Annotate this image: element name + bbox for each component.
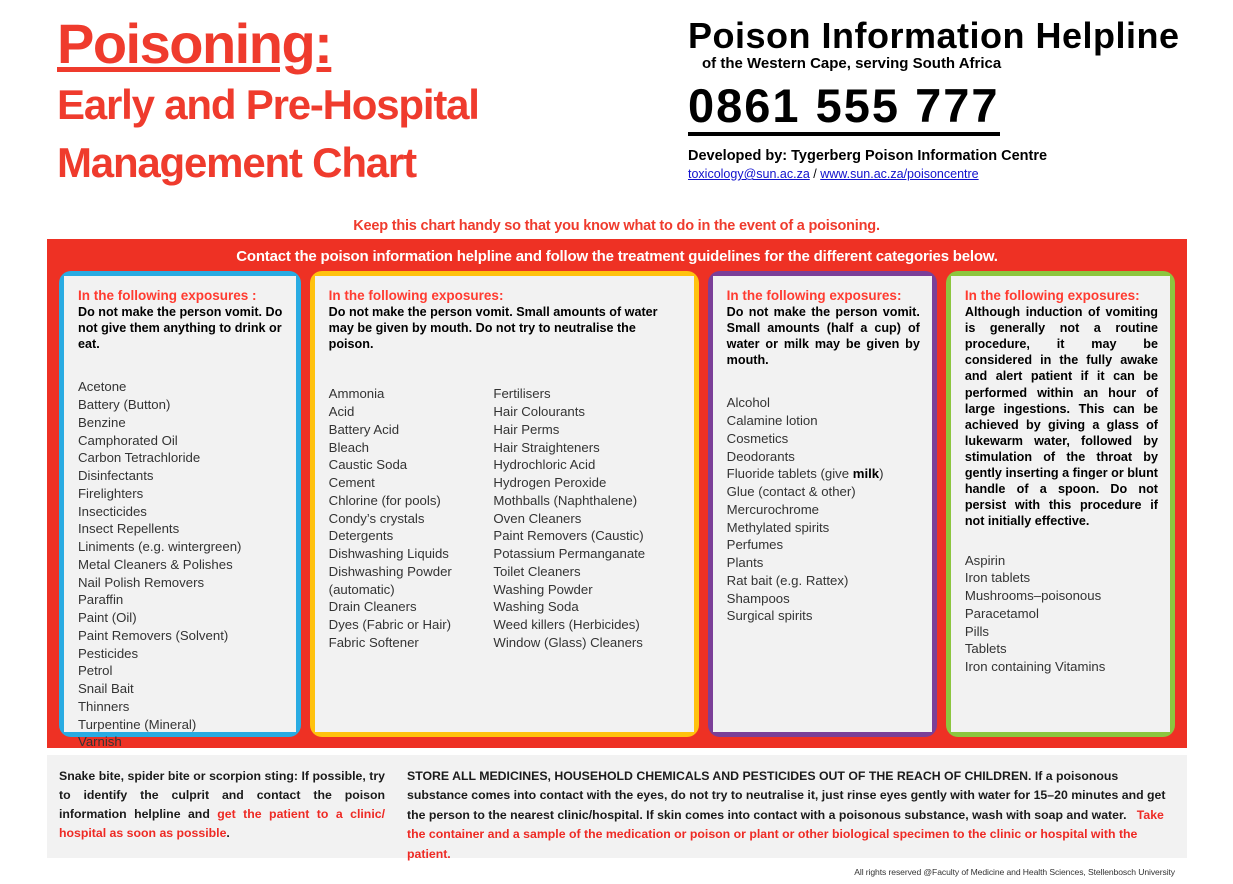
page-header bbox=[0, 0, 1233, 234]
main-red-panel bbox=[47, 239, 1187, 748]
footer-storage-note bbox=[399, 755, 1187, 878]
card3-description: Do not make the person vomit. Small amounts (half a cup) of water or milk may be given by mouth. bbox=[726, 305, 920, 368]
list-item: Paint Removers (Caustic) bbox=[493, 528, 644, 544]
list-item: Dyes (Fabric or Hair) bbox=[328, 617, 452, 633]
list-item: Mothballs (Naphthalene) bbox=[493, 492, 638, 508]
list-item: Hair Straighteners bbox=[493, 439, 600, 455]
list-item: Rat bait (e.g. Rattex) bbox=[726, 572, 849, 588]
page-title-line2: Early and Pre-Hospital bbox=[57, 81, 479, 128]
list-item: Cement bbox=[328, 475, 375, 491]
website-link[interactable]: www.sun.ac.za/poisoncentre bbox=[820, 166, 979, 181]
category-cards-row bbox=[59, 271, 1175, 750]
list-item: Iron tablets bbox=[964, 570, 1031, 586]
list-item: Glue (contact & other) bbox=[726, 484, 856, 500]
list-item: Benzine bbox=[78, 414, 126, 430]
card3-heading: In the following exposures: bbox=[726, 288, 902, 303]
list-item: Hair Colourants bbox=[493, 404, 586, 420]
card4-heading: In the following exposures: bbox=[964, 288, 1140, 303]
list-item: Plants bbox=[726, 555, 764, 571]
page-footer bbox=[47, 755, 1187, 878]
list-item: Hydrogen Peroxide bbox=[493, 475, 607, 491]
category-card-no-vomit-water-or-milk[interactable] bbox=[708, 271, 937, 737]
card1-heading: In the following exposures : bbox=[78, 288, 257, 303]
list-item: Petrol bbox=[78, 663, 113, 679]
footer-right-text: STORE ALL MEDICINES, HOUSEHOLD CHEMICALS AND PESTICIDES OUT OF THE REACH OF CHILDREN. If a poisonous substance comes into contact with the eyes, do not try to neutralise it, just rinse eyes gently with water for 15–20 minutes and get the person to the nearest clinic/hospital. If skin comes into contact with a poisonous substance, wash with soap and water. bbox=[407, 769, 1166, 822]
card2-item-list-left bbox=[329, 385, 494, 651]
list-item: Turpentine (Mineral) bbox=[78, 716, 197, 732]
list-item: Tablets bbox=[964, 641, 1007, 657]
list-item: Dishwashing Powder bbox=[328, 563, 452, 579]
list-item: Bleach bbox=[328, 439, 369, 455]
card4-description: Although induction of vomiting is generally not a routine procedure, it may be considered in the fully awake and alert patient if it can be performed within an hour of large ingestions. This can be achieved by giving a glass of lukewarm water, followed by stimulation of the throat by gently inserting a finger or blunt handle of a spoon. Do not persist with this procedure if not initially effective. bbox=[964, 305, 1159, 529]
list-item: Alcohol bbox=[726, 395, 770, 411]
list-item: Surgical spirits bbox=[726, 608, 813, 624]
list-item: Dishwashing Liquids bbox=[328, 546, 449, 562]
list-item: Mercurochrome bbox=[726, 501, 820, 517]
list-item: Acid bbox=[328, 404, 355, 420]
list-item: Carbon Tetrachloride bbox=[78, 450, 201, 466]
developed-by-label: Developed by: Tygerberg Poison Information Centre bbox=[688, 147, 1048, 164]
list-item: Paracetamol bbox=[964, 605, 1039, 621]
list-item: Hair Perms bbox=[493, 421, 560, 437]
list-item: Aspirin bbox=[964, 552, 1006, 568]
list-item: Thinners bbox=[78, 698, 130, 714]
keep-handy-note: Keep this chart handy so that you know what to do in the event of a poisoning. bbox=[353, 218, 880, 234]
page-title bbox=[57, 12, 657, 75]
card3-item-list bbox=[727, 394, 920, 625]
list-item: Paraffin bbox=[78, 592, 124, 608]
email-link[interactable]: toxicology@sun.ac.za bbox=[688, 166, 810, 181]
list-item: Varnish bbox=[78, 734, 122, 750]
list-item: Detergents bbox=[328, 528, 394, 544]
footer-left-emphasis: get the patient to a clinic/ hospital as soon as possible bbox=[59, 807, 385, 841]
card2-heading: In the following exposures: bbox=[328, 288, 504, 303]
list-item: Metal Cleaners & Polishes bbox=[78, 556, 233, 572]
list-item: Paint (Oil) bbox=[78, 610, 137, 626]
list-item: Insect Repellents bbox=[78, 521, 180, 537]
category-card-no-vomit-small-water[interactable] bbox=[310, 271, 699, 737]
list-item: Washing Soda bbox=[493, 599, 579, 615]
copyright-notice: All rights reserved @Faculty of Medicine and Health Sciences, Stellenbosch University bbox=[854, 867, 1175, 878]
list-item: Weed killers (Herbicides) bbox=[493, 617, 640, 633]
list-item: Shampoos bbox=[726, 590, 790, 606]
list-item: Paint Removers (Solvent) bbox=[78, 627, 229, 643]
helpline-subtitle: of the Western Cape, serving South Africa bbox=[702, 55, 1002, 72]
list-item: Mushrooms–poisonous bbox=[964, 588, 1102, 604]
list-item: Chlorine (for pools) bbox=[328, 492, 441, 508]
card2-two-column-list bbox=[329, 385, 682, 651]
list-item: Fertilisers bbox=[493, 386, 551, 402]
list-item: Fabric Softener bbox=[328, 634, 419, 650]
page-title-main: Poisoning: bbox=[57, 12, 332, 75]
list-item: Insecticides bbox=[78, 503, 147, 519]
list-item: Camphorated Oil bbox=[78, 432, 178, 448]
list-item: Condy’s crystals bbox=[328, 510, 425, 526]
link-separator: / bbox=[809, 166, 821, 181]
list-item: Perfumes bbox=[726, 537, 784, 553]
list-item: Nail Polish Removers bbox=[78, 574, 205, 590]
list-item: Iron containing Vitamins bbox=[964, 659, 1106, 675]
list-item: Acetone bbox=[78, 379, 127, 395]
list-item: Pills bbox=[964, 623, 990, 639]
list-item: Cosmetics bbox=[726, 430, 789, 446]
card2-description: Do not make the person vomit. Small amounts of water may be given by mouth. Do not try to neutralise the poison. bbox=[328, 305, 658, 352]
card4-item-list bbox=[965, 552, 1158, 676]
list-item: Window (Glass) Cleaners bbox=[493, 634, 643, 650]
list-item: Liniments (e.g. wintergreen) bbox=[78, 539, 242, 555]
list-item: Oven Cleaners bbox=[493, 510, 582, 526]
card1-item-list bbox=[78, 378, 284, 751]
list-item: Battery (Button) bbox=[78, 397, 171, 413]
list-item: Pesticides bbox=[78, 645, 139, 661]
contact-links bbox=[688, 166, 1158, 182]
list-item-emphasis: milk bbox=[852, 466, 880, 482]
list-item: Ammonia bbox=[328, 386, 385, 402]
list-item: Hydrochloric Acid bbox=[493, 457, 596, 473]
chart-title-block bbox=[57, 12, 657, 187]
list-item: Drain Cleaners bbox=[328, 599, 417, 615]
helpline-title: Poison Information Helpline bbox=[688, 15, 1180, 56]
card2-item-list-right bbox=[493, 385, 681, 651]
category-card-no-vomit-no-drink[interactable] bbox=[59, 271, 301, 750]
footer-right-emphasis: Take the container and a sample of the medication or poison or plant or other biological specimen to the clinic or hospital with the patient. bbox=[407, 807, 1164, 861]
page-title-line3: Management Chart bbox=[57, 138, 416, 186]
list-item: Deodorants bbox=[726, 448, 795, 464]
list-item: Firelighters bbox=[78, 485, 144, 501]
list-item: Methylated spirits bbox=[726, 519, 830, 535]
footer-bites-note bbox=[47, 755, 399, 858]
list-item: Washing Powder bbox=[493, 581, 593, 597]
card1-description: Do not make the person vomit. Do not give them anything to drink or eat. bbox=[78, 305, 283, 352]
helpline-phone-number[interactable]: 0861 555 777 bbox=[688, 81, 1000, 136]
list-item: Fluoride tablets (give milk) bbox=[726, 466, 884, 482]
footer-left-text: Snake bite, spider bite or scorpion sting: If possible, try to identify the culprit and contact the poison information helpline and bbox=[59, 769, 385, 822]
list-item: Caustic Soda bbox=[328, 457, 408, 473]
list-item: Snail Bait bbox=[78, 681, 134, 697]
list-item: Disinfectants bbox=[78, 468, 154, 484]
list-item: Battery Acid bbox=[328, 421, 400, 437]
list-item: Potassium Permanganate bbox=[493, 546, 646, 562]
category-card-induced-vomiting[interactable] bbox=[946, 271, 1175, 737]
helpline-block bbox=[688, 15, 1180, 182]
list-item: Calamine lotion bbox=[726, 413, 818, 429]
list-item: (automatic) bbox=[328, 581, 395, 597]
list-item: Toilet Cleaners bbox=[493, 563, 581, 579]
footer-left-period: . bbox=[226, 826, 230, 841]
contact-banner: Contact the poison information helpline and follow the treatment guidelines for the different categories below. bbox=[236, 248, 998, 265]
